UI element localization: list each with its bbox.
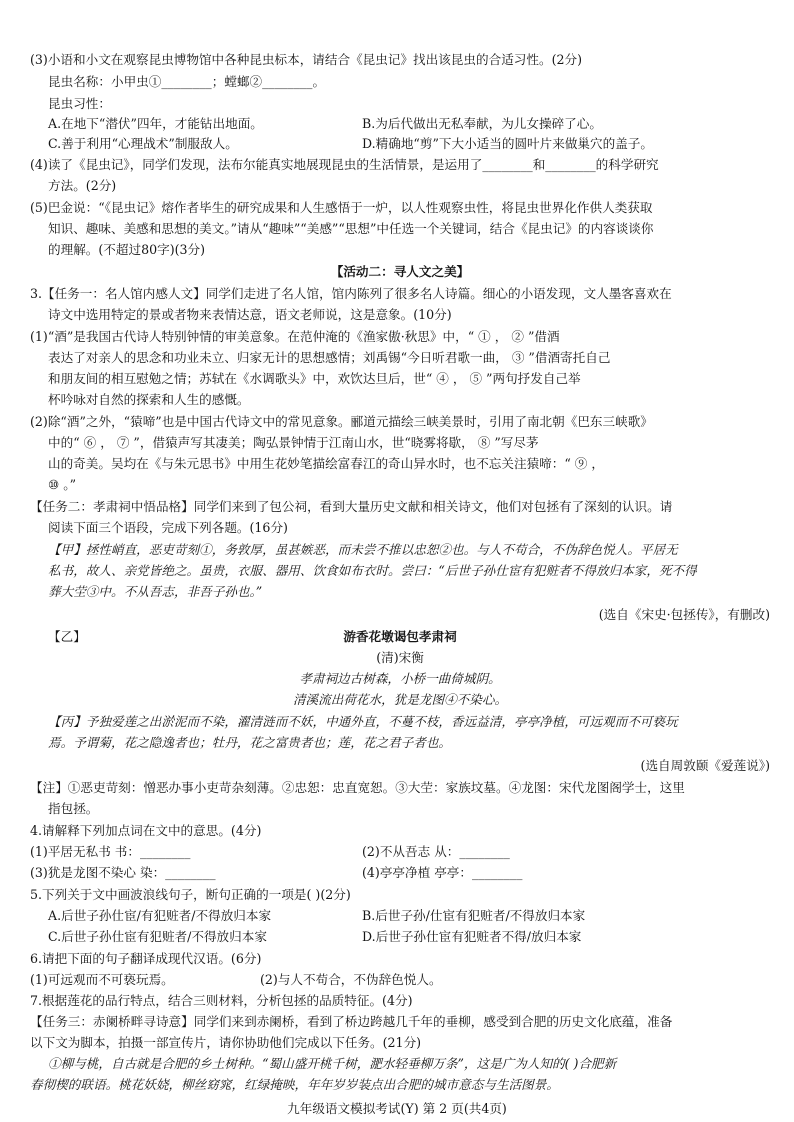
task-three-para-line2: 春彻楔的联语。桃花妖娆，柳丝窈窕，红绿掩映，年年岁岁装点出合肥的城市意态与生活图景。 (30, 1077, 559, 1092)
passage-bing-source: (选自周敦颐《爱莲说》) (640, 758, 770, 773)
poem-title: 游香花墩谒包孝肃祠 (343, 629, 457, 644)
insect-habits-label: 昆虫习性： (48, 96, 111, 111)
q6-item-1: (1)可远观而不可亵玩焉。 (30, 972, 174, 987)
passage-bing-line2: 焉。予谓菊，花之隐逸者也；牡丹，花之富贵者也；莲，花之君子者也。 (48, 735, 451, 750)
q5-option-b: B.后世子孙/仕宦有犯赃者/不得放归本家 (362, 908, 586, 923)
option-d: D.精确地“剪”下大小适当的圆叶片来做巢穴的盖子。 (362, 136, 653, 151)
q4-item-2: (2)不从吾志 从：________ (362, 844, 510, 859)
poem-author: (清)宋衡 (376, 650, 424, 665)
subq-1-line3: 和朋友间的相互慰勉之情；苏轼在《水调歌头》中，欢饮达旦后，世“ ④ ， ⑤ ”两句抒发自己举 (48, 371, 581, 386)
question-3-4: (4)读了《昆虫记》，同学们发现，法布尔能真实地展现昆虫的生活情景，是运用了________和________的科学研究 (30, 157, 659, 172)
q5-option-c: C.后世子孙仕宦有犯赃者/不得放归本家 (48, 929, 267, 944)
activity-two-heading: 【活动二：寻人文之美】 (330, 264, 470, 279)
question-4: 4.请解释下列加点词在文中的意思。(4分) (30, 823, 262, 838)
task-two-intro-cont: 阅读下面三个语段，完成下列各题。(16分) (48, 520, 288, 535)
task-one-intro: 3.【任务一：名人馆内感人文】同学们走进了名人馆，馆内陈列了很多名人诗篇。细心的小语发现，文人墨客喜欢在 (30, 286, 672, 301)
page-footer: 九年级语文模拟考试(Y) 第 2 页(共4页) (287, 1101, 507, 1116)
passage-jia-line1: 【甲】拯性峭直，恶吏苛刻①，务敦厚，虽甚嫉恶，而未尝不推以忠恕②也。与人不苟合，不伪辞色悦人。平居无 (48, 542, 678, 557)
q4-item-4: (4)亭亭净植 亭亭：________ (362, 865, 523, 880)
subq-1-line2: 表达了对亲人的思念和功业未立、归家无计的思想感情；刘禹锡“今日听君歌一曲， ③ ”借酒寄托自己 (48, 350, 611, 365)
subq-1-line4: 杯吟咏对自然的探索和人生的感慨。 (48, 392, 250, 407)
option-c: C.善于利用“心理战术”制服敌人。 (48, 136, 238, 151)
q5-option-a: A.后世子孙仕宦/有犯赃者/不得放归本家 (48, 908, 272, 923)
q5-option-d: D.后世子孙仕宦有犯赃者不得/放归本家 (362, 929, 582, 944)
notes-line2: 指包拯。 (48, 801, 99, 816)
task-three-intro-cont: 以下文为脚本，拍摄一部宣传片，请你协助他们完成以下任务。(21分) (30, 1035, 422, 1050)
passage-bing-line1: 【丙】予独爱莲之出淤泥而不染，濯清涟而不妖，中通外直，不蔓不枝，香远益清，亭亭净植，可远观而不可亵玩 (48, 714, 678, 729)
question-5: 5.下列关于文中画波浪线句子，断句正确的一项是( )(2分) (30, 887, 351, 902)
subq-1-line1: (1)“酒”是我国古代诗人特别钟情的审美意象。在范仲淹的《渔家傲·秋思》中，“ ① ， ② ”借酒 (30, 329, 560, 344)
question-3-5-cont1: 知识、趣味、美感和思想的美文。”请从“趣味”“美感”“思想”中任选一个关键词，结合《昆虫记》的内容谈谈你 (48, 221, 654, 236)
question-3-3: (3)小语和小文在观察昆虫博物馆中各种昆虫标本，请结合《昆虫记》找出该昆虫的合适习性。(2分) (30, 52, 583, 67)
subq-2-line2: 中的“ ⑥ ， ⑦ ”，借猿声写其凄美；陶弘景钟情于江南山水，世“晓雾将歇， ⑧ ”写尽茅 (48, 435, 539, 450)
notes-line1: 【注】①恶吏苛刻：憎恶办事小吏苛杂刻薄。②忠恕：忠直宽恕。③大茔：家族坟墓。④龙图：宋代龙图阁学士，这里 (30, 780, 685, 795)
poem-line2: 清溪流出荷花水，犹是龙图④不染心。 (292, 692, 508, 707)
task-one-intro-cont: 诗文中选用特定的景或者物来表情达意，语文老师说，这是意象。(10分) (48, 307, 452, 322)
task-three-para-line1: ①柳与桃，自古就是合肥的乡土树种。“蜀山盛开桃千树，淝水轻垂柳万条”，这是广为人知的( )合肥新 (48, 1056, 617, 1071)
subq-2-line3: 山的奇美。吴均在《与朱元思书》中用生花妙笔描绘富春江的奇山异水时，也不忘关注猿啼：“ ⑨ ， (48, 456, 604, 471)
task-three-intro: 【任务三：赤阑桥畔寻诗意】同学们来到赤阑桥，看到了桥边跨越几千年的垂柳，感受到合肥的历史文化底蕴，准备 (30, 1014, 673, 1029)
option-a: A.在地下“潜伏”四年，才能钻出地面。 (48, 116, 263, 131)
q4-item-1: (1)平居无私书 书：________ (30, 844, 191, 859)
question-7: 7.根据莲花的品行特点，结合三则材料，分析包拯的品质特征。(4分) (30, 993, 413, 1008)
passage-jia-line3: 葬大茔③中。不从吾志，非吾子孙也。” (48, 584, 263, 599)
question-6: 6.请把下面的句子翻译成现代汉语。(6分) (30, 951, 262, 966)
option-b: B.为后代做出无私奉献，为儿女操碎了心。 (362, 116, 602, 131)
q4-item-3: (3)犹是龙图不染心 染：________ (30, 865, 216, 880)
question-3-5: (5)巴金说：“《昆虫记》熔作者毕生的研究成果和人生感悟于一炉，以人性观察虫性，将昆虫世界化作供人类获取 (30, 200, 653, 215)
question-3-5-cont2: 的理解。(不超过80字)(3分) (48, 242, 206, 257)
passage-yi-label: 【乙】 (48, 629, 86, 644)
passage-jia-line2: 私书，故人、亲党皆绝之。虽贵，衣服、器用、饮食如布衣时。尝曰：“后世子孙仕宦有犯赃者不得放归本家，死不得 (48, 563, 697, 578)
subq-2-line1: (2)除“酒”之外，“猿啼”也是中国古代诗文中的常见意象。郦道元描绘三峡美景时，引用了南北朝《巴东三峡歌》 (30, 414, 653, 429)
insect-names: 昆虫名称：小甲虫①________；螳螂②________。 (48, 74, 326, 89)
task-two-intro: 【任务二：孝肃祠中悟品格】同学们来到了包公祠，看到大量历史文献和相关诗文，他们对包拯有了深刻的认识。请 (30, 499, 673, 514)
poem-line1: 孝肃祠边古树森，小桥一曲倚城阴。 (299, 671, 501, 686)
subq-2-line4: ⑩ 。” (48, 477, 77, 492)
question-3-4-cont: 方法。(2分) (48, 178, 117, 193)
q6-item-2: (2)与人不苟合，不伪辞色悦人。 (260, 972, 442, 987)
passage-jia-source: (选自《宋史·包拯传》，有删改) (598, 607, 770, 622)
